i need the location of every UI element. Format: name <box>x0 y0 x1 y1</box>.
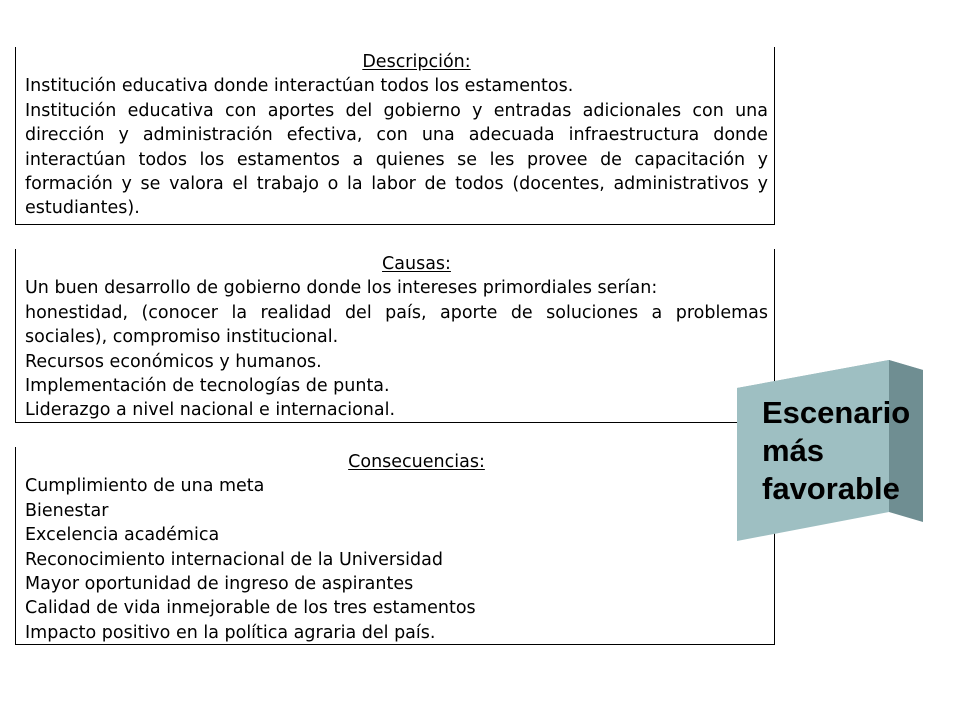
scenario-box <box>737 360 923 541</box>
descripcion-title: Descripción: <box>362 52 471 72</box>
consecuencias-line: Excelencia académica <box>25 525 220 546</box>
causas-line: Implementación de tecnologías de punta. <box>25 376 390 397</box>
causas-line: Liderazgo a nivel nacional e internacional. <box>25 400 396 421</box>
causas-panel <box>15 249 775 423</box>
scenario-label-line: favorable <box>762 471 900 506</box>
causas-title: Causas: <box>382 254 451 274</box>
descripcion-panel <box>15 47 775 225</box>
consecuencias-panel <box>15 447 775 645</box>
scenario-label-line: Escenario <box>762 395 911 430</box>
causas-line: Un buen desarrollo de gobierno donde los intereses primordiales serían: <box>25 278 658 299</box>
descripcion-paragraph: Institución educativa con aportes del gobierno y entradas adicionales con una dirección y administración efectiva, con una adecuada infraestructura donde interactúan todos los estamentos a quienes se les provee de capacitación y formación y se valora el trabajo o la labor de todos (docentes, administrativos y estudiantes). <box>25 100 768 219</box>
consecuencias-line: Calidad de vida inmejorable de los tres estamentos <box>25 598 476 619</box>
scenario-label-line: más <box>762 433 825 468</box>
consecuencias-line: Cumplimiento de una meta <box>25 476 265 497</box>
causas-paragraph: honestidad, (conocer la realidad del país, aporte de soluciones a problemas sociales), compromiso institucional. <box>25 302 768 348</box>
consecuencias-line: Bienestar <box>25 500 109 521</box>
consecuencias-line: Impacto positivo en la política agraria del país. <box>25 622 436 643</box>
descripcion-line: Institución educativa donde interactúan todos los estamentos. <box>25 76 574 97</box>
causas-line: Recursos económicos y humanos. <box>25 351 322 372</box>
scenario-label <box>762 394 942 508</box>
consecuencias-line: Reconocimiento internacional de la Universidad <box>25 549 443 570</box>
consecuencias-line: Mayor oportunidad de ingreso de aspirantes <box>25 574 414 595</box>
consecuencias-title: Consecuencias: <box>348 452 485 472</box>
